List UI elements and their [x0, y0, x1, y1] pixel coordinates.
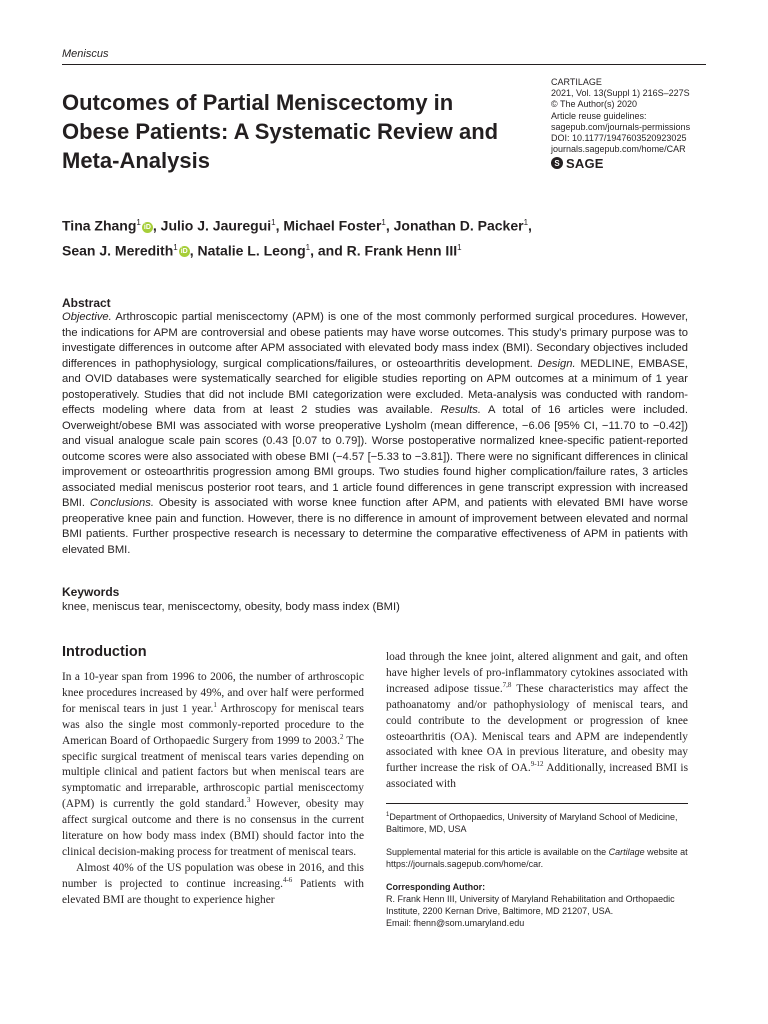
journal-home-link[interactable]: journals.sagepub.com/home/CAR — [551, 144, 686, 155]
paragraph: Almost 40% of the US population was obese in 2016, and this number is projected to continue increasing.$^{4-6}$ Patients with elevated BMI are thought to experience higher — [62, 861, 364, 906]
corresponding-author: R. Frank Henn III, University of Maryland Rehabilitation and Orthopaedic Institute, 2200 Kernan Drive, Baltimore, MD 21207, USA. — [386, 894, 675, 916]
sage-logo-text: SAGE — [566, 155, 604, 171]
copyright: © The Author(s) 2020 — [551, 99, 638, 110]
citation-ref: 4-6 — [282, 875, 293, 884]
results-text: A total of 16 articles were included. Overweight/obese BMI was associated with worse preoperative Lysholm (mean difference, −6.06 [95% CI, −11.70 to −0.42]) and visual analogue scale pain scores (0.43 [0.07 to 0.79]). Worse postoperative normalized knee-specific patient-reported outcome scores were also associated with obese BMI (−4.57 [−5.33 to −3.81]). There were no significant differences in clinical improvement or osteoarthritis progression among BMI groups. Two studies found higher complication/failure rates, 3 articles associated medial meniscus posterior root tears, and 1 article found differences in gene transcript expression with increased BMI. — [62, 404, 688, 509]
affiliation-marker: 1 — [271, 218, 276, 227]
author-name: R. Frank Henn III — [346, 242, 458, 259]
author-name: Julio J. Jauregui — [160, 217, 272, 234]
keywords-heading: Keywords — [62, 585, 120, 599]
results-label: Results. — [440, 404, 481, 416]
citation-ref: 3 — [246, 796, 251, 805]
author-name: Tina Zhang — [62, 217, 137, 234]
reuse-label: Article reuse guidelines: — [551, 110, 647, 121]
affiliation-footnote: $^1$Department of Orthopaedics, University of Maryland School of Medicine, Baltimore, MD, USA — [386, 812, 678, 834]
keywords-list: knee, meniscus tear, meniscectomy, obesity, body mass index (BMI) — [62, 601, 400, 613]
body-column-left — [62, 670, 364, 909]
corresponding-email[interactable]: Email: fhenn@som.umaryland.edu — [386, 918, 525, 928]
section-label: Meniscus — [62, 48, 109, 60]
affiliation-marker: 1 — [457, 242, 462, 252]
journal-info — [551, 77, 690, 169]
paragraph-continued: load through the knee joint, altered alignment and gait, and often have higher levels of pro-inflammatory cytokines associated with increased adipose tissue.$^{7,8}$ These characteristics may affect the pathoanatomy and/or pathophysiology of meniscal tears, and could contribute to the development or progression of knee osteoarthritis (OA). Meniscal tears and APM are independently associated with knee OA in previous literature, and obesity may further increase the risk of OA.$^{9-12}$ Additionally, increased BMI is associated with — [386, 651, 689, 791]
corresponding-author-heading: Corresponding Author: — [386, 882, 486, 892]
footnotes — [386, 811, 688, 929]
affiliation-marker: 1 — [305, 242, 311, 252]
affiliation-marker: 1 — [173, 242, 178, 252]
article-title: Outcomes of Partial Meniscectomy in Obese Patients: A Systematic Review and Meta-Analysis — [62, 90, 499, 173]
affiliation-marker: 1 — [136, 218, 141, 227]
design-text: MEDLINE, EMBASE, and OVID databases were systematically searched for eligible studies reporting on APM outcomes at a minimum of 1 year postoperatively. Studies that did not include BMI categorization were excluded. Meta-analysis was conducted with random-effects modeling where data from at least 2 studies was available. — [62, 357, 689, 416]
author-name: Sean J. Meredith — [62, 242, 174, 259]
header-rule — [62, 64, 706, 65]
introduction-heading: Introduction — [62, 644, 147, 660]
abstract-heading: Abstract — [62, 296, 111, 310]
objective-text: Arthroscopic partial meniscectomy (APM) is one of the most commonly performed surgical procedures. However, the indications for APM are controversial and obese patients may have worse outcomes. This study’s primary purpose was to investigate differences in outcome after APM associated with elevated body mass index (BMI). Secondary objectives included differences in pathophysiology, surgical complications/failures, or osteoarthritis development. — [62, 311, 688, 370]
author-name: Natalie L. Leong — [197, 242, 306, 259]
affiliation-marker: 1 — [523, 218, 529, 227]
affiliation-marker: 1 — [381, 218, 386, 227]
orcid-icon[interactable]: iD — [143, 223, 151, 231]
citation-ref: 1 — [213, 701, 217, 710]
footnote-rule — [386, 803, 688, 804]
sage-logo — [551, 157, 690, 169]
citation-ref: 7,8 — [502, 681, 512, 690]
conclusions-label: Conclusions. — [89, 497, 154, 509]
paragraph: In a 10-year span from 1996 to 2006, the number of arthroscopic knee procedures increased by 49%, and over half were performed for meniscal tears in just 1 year.$^1$ Arthroscopy for meniscal tears was also the single most commonly-reported procedure to the American Board of Orthopaedic Surgery from 1999 to 2003.$^2$ The specific surgical treatment of meniscal tears varies depending on multiple clinical and patient factors but when meniscal tears are symptomatic and irreparable, arthroscopic partial meniscectomy (APM) is currently the gold standard.$^3$ However, obesity may affect surgical outcome and there is no consensus in the current literature on how body mass index (BMI) should factor into the clinical decision-making process for treatment of meniscal tears. — [62, 671, 364, 858]
supplemental-note: Supplemental material for this article is available on the Cartilage website at https://journals.sagepub.com/home/car. — [386, 847, 688, 869]
doi[interactable]: DOI: 10.1177/1947603520923025 — [551, 133, 687, 144]
citation-ref: 2 — [339, 732, 344, 741]
abstract-body — [62, 310, 688, 558]
conclusions-text: Obesity is associated with worse knee function after APM, and patients with elevated BMI have worse preoperative knee pain and function. However, there is no difference in amount of improvement between elevated and normal BMI patients. Further prospective research is necessary to determine the comparative effectiveness of APM in patients with elevated BMI. — [62, 497, 688, 556]
orcid-icon[interactable]: iD — [180, 248, 188, 256]
author-name: Jonathan D. Packer — [393, 217, 524, 234]
journal-citation: 2021, Vol. 13(Suppl 1) 216S–227S — [551, 88, 690, 99]
author-list: Tina Zhang$^1$iD , Julio J. Jauregui$^1$, Michael Foster$^1$, Jonathan D. Packer$^1$, Sean J. Meredith$^1$iD , Natalie L. Leong$^1$, and R. Frank Henn III$^1$ — [62, 217, 532, 259]
sage-logo-icon: S — [551, 157, 563, 169]
citation-ref: 9-12 — [530, 760, 544, 769]
journal-name: CARTILAGE — [551, 77, 602, 87]
author-name: Michael Foster — [283, 217, 382, 234]
body-column-right — [386, 650, 688, 793]
objective-label: Objective. — [62, 311, 112, 323]
design-label: Design. — [537, 357, 576, 370]
reuse-link[interactable]: sagepub.com/journals-permissions — [551, 121, 691, 132]
